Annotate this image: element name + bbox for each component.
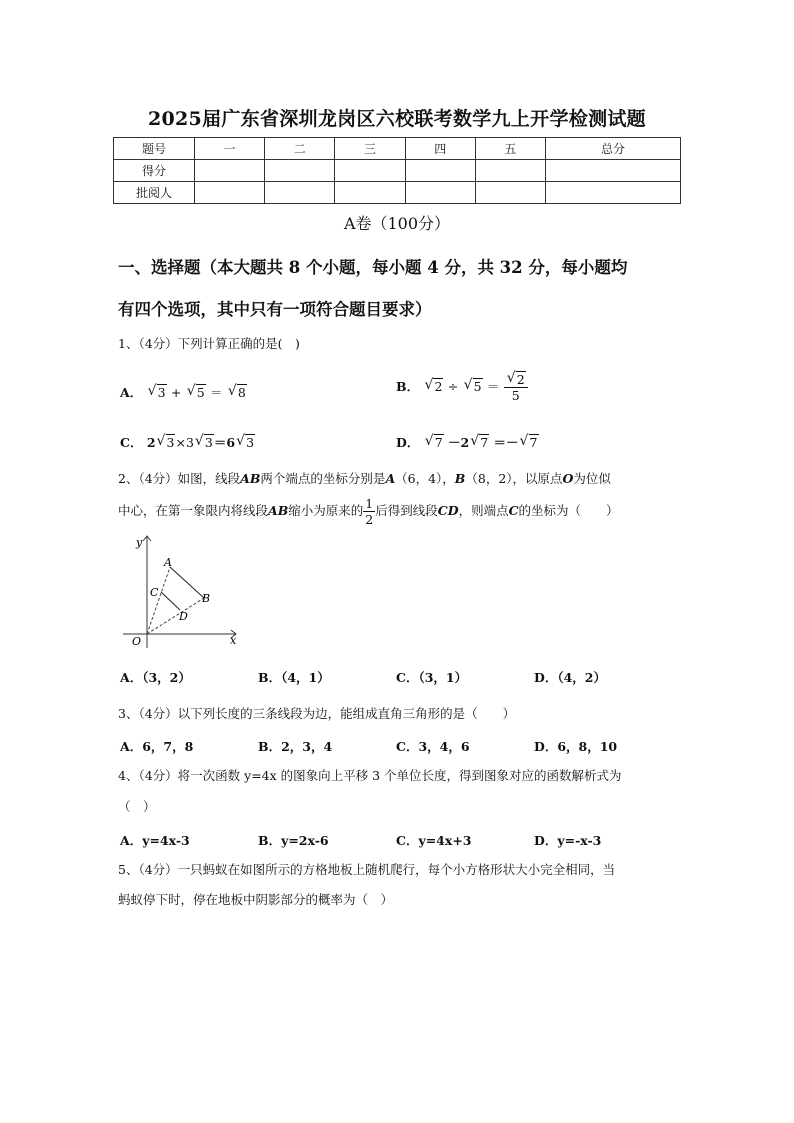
- table-header-cell: 一: [195, 138, 265, 160]
- radicand: 3: [204, 435, 213, 450]
- radical: √ 2: [424, 377, 443, 394]
- q2-text: （8，2），以原点: [465, 471, 563, 486]
- coordinate-figure: [118, 530, 243, 652]
- table-cell: [265, 182, 335, 204]
- score-table-row: [114, 182, 681, 204]
- radicand: 8: [237, 385, 246, 400]
- question-4-line1: 4、（4分）将一次函数 y=4x 的图象向上平移 3 个单位长度，得到图象对应的函数解析式为: [118, 768, 622, 783]
- q1-option-d: [396, 433, 539, 451]
- radicand: 7: [529, 435, 538, 450]
- part-heading-line2: 有四个选项，其中只有一项符合题目要求）: [118, 300, 432, 319]
- q1-option-b: [396, 372, 528, 403]
- table-cell: [195, 160, 265, 182]
- equals: ＝6: [213, 435, 236, 450]
- equals: ＝: [210, 385, 223, 400]
- coefficient: 2: [146, 435, 156, 450]
- q2-var: A: [385, 471, 396, 486]
- q3-option-a: A．6，7，8: [120, 739, 194, 754]
- table-header-cell: 二: [265, 138, 335, 160]
- q2-text: （6，4），: [395, 471, 455, 486]
- table-cell: [475, 160, 545, 182]
- question-4-line2: （ ）: [118, 799, 156, 814]
- radicand: 3: [166, 435, 175, 450]
- q2-option-a: A．（3，2）: [120, 670, 191, 685]
- table-header-cell: 题号: [114, 138, 195, 160]
- q2-var: AB: [240, 471, 261, 486]
- q4-option-c: C．y=4x+3: [396, 833, 472, 848]
- fraction: [504, 372, 528, 403]
- q3-option-d: D．6，8，10: [534, 739, 618, 754]
- point-c-label: C: [150, 586, 159, 599]
- table-cell: [335, 160, 405, 182]
- score-table: [113, 137, 681, 204]
- point-d-label: D: [179, 610, 188, 623]
- q2-var: B: [454, 471, 466, 486]
- score-table-row: [114, 160, 681, 182]
- table-cell: [265, 160, 335, 182]
- radical: √ 2: [506, 370, 525, 387]
- radical: √ 5: [186, 383, 205, 400]
- radical: √ 7: [470, 433, 489, 450]
- q1-option-c: [120, 433, 255, 451]
- table-header-cell: 四: [405, 138, 475, 160]
- radicand: 3: [157, 385, 166, 400]
- page-title: 2025届广东省深圳龙岗区六校联考数学九上开学检测试题: [148, 108, 646, 130]
- radicand: 5: [196, 385, 205, 400]
- denominator: 2: [365, 512, 374, 527]
- q2-option-c: C．（3，1）: [396, 670, 468, 685]
- equals: ＝－: [493, 435, 519, 450]
- q2-option-b: B．（4，1）: [258, 670, 330, 685]
- q2-text: 后得到线段: [375, 503, 438, 518]
- radical: √ 5: [463, 377, 482, 394]
- row-label: 得分: [114, 160, 195, 182]
- table-header-cell: 三: [335, 138, 405, 160]
- question-2-line2: [118, 496, 678, 527]
- q3-option-c: C．3，4，6: [396, 739, 470, 754]
- question-1-stem: 1、（4分）下列计算正确的是( ): [118, 336, 300, 351]
- q2-text: 2、（4分）如图，线段: [118, 471, 241, 486]
- q2-text: 缩小为原来的: [288, 503, 364, 518]
- radical: √ 3: [236, 433, 255, 450]
- q2-text: 中心，在第一象限内将线段: [118, 503, 269, 518]
- radicand: 5: [473, 379, 482, 394]
- question-5-line2: 蚂蚁停下时，停在地板中阴影部分的概率为（ ）: [118, 892, 394, 907]
- row-label: 批阅人: [114, 182, 195, 204]
- radical: √ 8: [227, 383, 246, 400]
- radical: √ 3: [147, 383, 166, 400]
- table-cell: [405, 182, 475, 204]
- fraction: [363, 496, 375, 527]
- y-axis-label: y: [136, 536, 143, 549]
- q2-text: 两个端点的坐标分别是: [260, 471, 386, 486]
- table-cell: [546, 182, 681, 204]
- score-table-header-row: [114, 138, 681, 160]
- radical: √ 3: [194, 433, 213, 450]
- radicand: 3: [246, 435, 255, 450]
- numerator: 1: [365, 496, 374, 511]
- q4-option-d: D．y=-x-3: [534, 833, 602, 848]
- origin-label: O: [132, 635, 142, 648]
- table-header-cell: 五: [475, 138, 545, 160]
- table-cell: [546, 160, 681, 182]
- part-heading-line1: 一、选择题（本大题共 8 个小题，每小题 4 分，共 32 分，每小题均: [118, 258, 628, 277]
- segment-cd: [161, 592, 180, 610]
- operator: －2: [448, 435, 470, 450]
- q4-option-b: B．y=2x-6: [258, 833, 329, 848]
- question-2-line1: [118, 471, 678, 486]
- radicand: 2: [434, 379, 443, 394]
- radical: √ 3: [156, 433, 175, 450]
- q2-option-d: D．（4，2）: [534, 670, 606, 685]
- radicand: 7: [434, 435, 443, 450]
- option-label: C．: [120, 435, 143, 450]
- x-axis-label: x: [230, 634, 237, 647]
- operator: ÷: [447, 379, 459, 394]
- q2-var: O: [562, 471, 574, 486]
- operator: ×3: [175, 435, 194, 450]
- option-label: A．: [120, 385, 143, 400]
- dashed-line-ob: [147, 598, 204, 634]
- option-label: B．: [396, 379, 420, 394]
- section-heading: A卷（100分）: [343, 214, 451, 233]
- table-cell: [405, 160, 475, 182]
- question-5-line1: 5、（4分）一只蚂蚁在如图所示的方格地板上随机爬行，每个小方格形状大小完全相同，当: [118, 862, 616, 877]
- radicand: 2: [516, 372, 525, 387]
- option-label: D．: [396, 435, 420, 450]
- equals: ＝: [486, 379, 500, 394]
- q4-option-a: A．y=4x-3: [120, 833, 190, 848]
- table-cell: [195, 182, 265, 204]
- table-cell: [475, 182, 545, 204]
- q2-var: AB: [268, 503, 289, 518]
- question-3-stem: 3、（4分）以下列长度的三条线段为边，能组成直角三角形的是（ ）: [118, 706, 516, 721]
- radicand: 7: [480, 435, 489, 450]
- point-b-label: B: [202, 592, 211, 605]
- q2-var: CD: [437, 503, 459, 518]
- table-header-cell: 总分: [546, 138, 681, 160]
- operator: +: [170, 385, 182, 400]
- radical: √ 7: [519, 433, 538, 450]
- segment-ab: [170, 567, 204, 598]
- dashed-line-oa: [147, 567, 170, 634]
- denominator: 5: [511, 388, 520, 403]
- q2-text: ，则端点: [458, 503, 509, 518]
- q1-option-a: [120, 383, 247, 401]
- point-a-label: A: [164, 556, 172, 569]
- radical: √ 7: [424, 433, 443, 450]
- q2-var: C: [508, 503, 519, 518]
- table-cell: [335, 182, 405, 204]
- q2-text: 为位似: [573, 471, 611, 486]
- q2-text: 的坐标为（ ）: [518, 503, 619, 518]
- q3-option-b: B．2，3，4: [258, 739, 333, 754]
